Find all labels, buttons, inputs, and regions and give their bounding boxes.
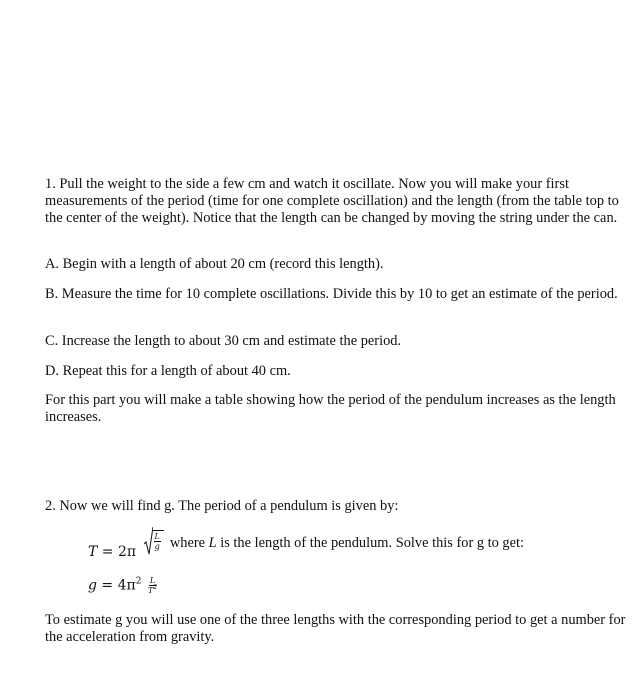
- fraction-numerator: L: [154, 532, 160, 541]
- period-coefficient: 2π: [117, 543, 137, 560]
- step-b-paragraph: B. Measure the time for 10 complete oscillations. Divide this by 10 to get an estimate of the period.: [45, 286, 618, 302]
- period-formula-explanation: [170, 535, 524, 552]
- part2-conclusion-paragraph: To estimate g you will use one of the three lengths with the corresponding period to get a number for the acceleration from gravity.: [45, 612, 626, 645]
- g-denominator-exponent: 2: [153, 583, 158, 591]
- g-lhs: g: [88, 577, 97, 593]
- part1-intro-paragraph: 1. Pull the weight to the side a few cm and watch it oscillate. Now you will make your first measurements of the period (time for one complete oscillation) and the length (from the table top to the center of the weight). Notice that the length can be changed by moving the string under the can.: [45, 176, 619, 226]
- part1-summary-paragraph: For this part you will make a table showing how the period of the pendulum increases as the length increases.: [45, 392, 616, 425]
- step-a-paragraph: A. Begin with a length of about 20 cm (record this length).: [45, 256, 384, 272]
- step-c-paragraph: C. Increase the length to about 30 cm and estimate the period.: [45, 333, 402, 349]
- length-over-g-fraction: [154, 532, 161, 551]
- g-coefficient-exponent: 2: [135, 576, 142, 586]
- fraction-denominator: g: [154, 542, 160, 551]
- explanation-rest: is the length of the pendulum. Solve this for g to get:: [216, 534, 525, 551]
- g-formula: [88, 576, 159, 595]
- square-root: [144, 526, 164, 556]
- explanation-variable: L: [208, 534, 217, 551]
- g-fraction-numerator: L: [149, 575, 156, 585]
- g-equals: =: [101, 577, 114, 593]
- g-formula-row: [88, 571, 159, 599]
- explanation-where: where: [169, 534, 209, 551]
- part2-intro-paragraph: 2. Now we will find g. The period of a pendulum is given by:: [45, 498, 399, 514]
- period-equals: =: [101, 543, 114, 560]
- g-denominator-variable: T: [147, 585, 154, 595]
- period-lhs: T: [88, 543, 98, 560]
- period-formula-row: [88, 526, 524, 560]
- radicand: [152, 530, 164, 551]
- g-fraction-denominator: [147, 583, 158, 595]
- step-d-paragraph: D. Repeat this for a length of about 40 cm.: [45, 363, 291, 379]
- length-over-period-squared-fraction: [147, 576, 158, 595]
- g-coefficient: 4π: [117, 577, 136, 593]
- period-formula: [88, 526, 164, 561]
